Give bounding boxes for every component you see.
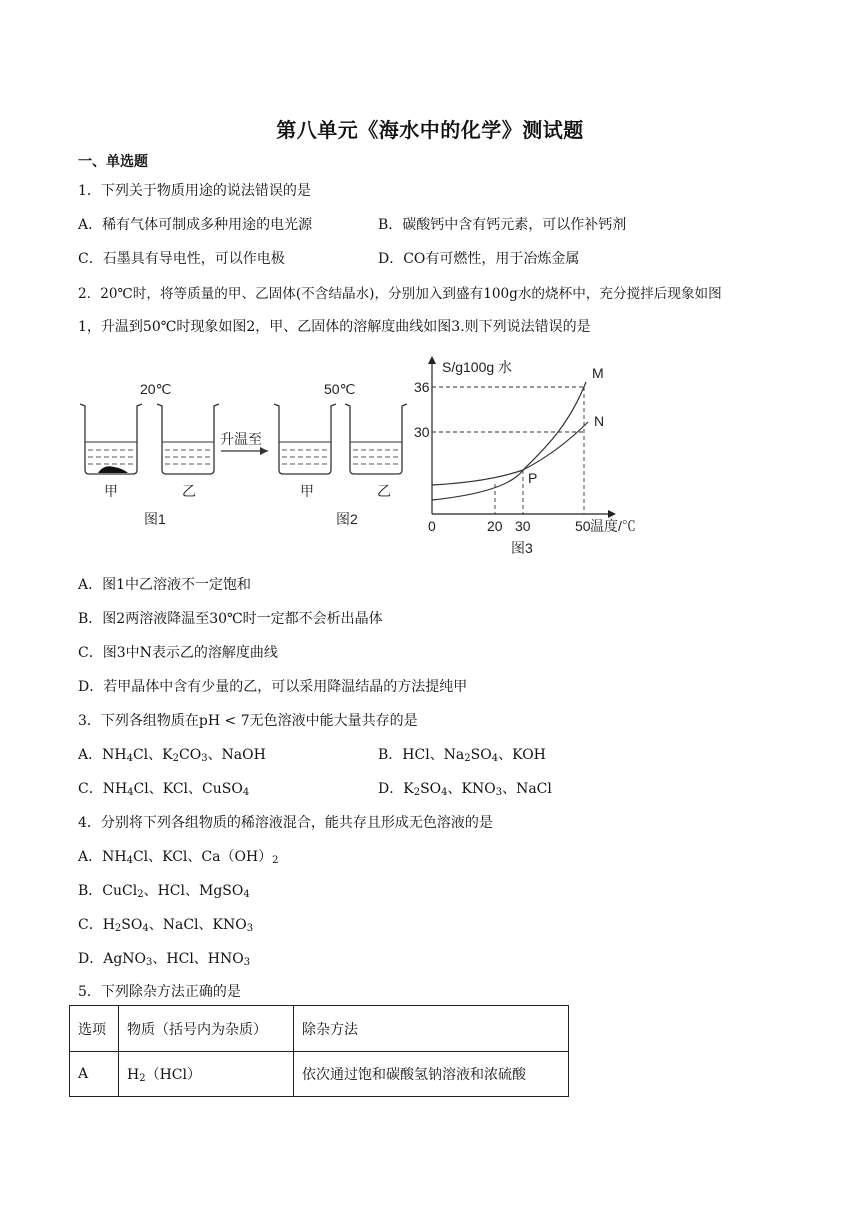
fig3-caption: 图3 — [511, 540, 533, 556]
q2-option-a: A．图1中乙溶液不一定饱和 — [78, 577, 252, 593]
label-yi-1: 乙 — [182, 483, 196, 499]
q2-option-c: C．图3中N表示乙的溶解度曲线 — [78, 645, 278, 661]
q2-stem-line1: 2．20℃时，将等质量的甲、乙固体(不含结晶水)，分别加入到盛有100g水的烧杯中，充分搅拌后现象如图 — [78, 286, 722, 302]
q3-option-a: A．$NH_4Cl$、$K_2CO_3$、NaOH — [78, 747, 266, 764]
q1-option-a: A．稀有气体可制成多种用途的电光源 — [78, 217, 313, 233]
label-jia-2: 甲 — [300, 483, 314, 499]
q2-option-b: B．图2两溶液降温至30℃时一定都不会析出晶体 — [78, 611, 383, 627]
page-title: 第八单元《海水中的化学》测试题 — [276, 118, 584, 142]
ytick-30: 30 — [414, 424, 430, 440]
xtick-0: 0 — [428, 518, 436, 534]
curve-n — [432, 422, 588, 485]
ytick-36: 36 — [414, 379, 430, 395]
xtick-20: 20 — [487, 518, 503, 534]
xtick-50: 50 — [575, 518, 591, 534]
q3-option-d: D．$K_2SO_4$、$KNO_3$、NaCl — [378, 781, 552, 798]
q4-option-c: C．$H_2SO_4$、NaCl、$KNO_3$ — [78, 917, 254, 934]
q4-stem: 4．分别将下列各组物质的稀溶液混合，能共存且形成无色溶液的是 — [78, 815, 493, 831]
temp-label-20: 20℃ — [140, 381, 172, 397]
q5-stem: 5．下列除杂方法正确的是 — [78, 984, 241, 1000]
undissolved-solid — [98, 466, 128, 473]
beaker-jia-fig2 — [274, 404, 336, 474]
q5-table — [69, 1005, 569, 1097]
q1-option-d: D．CO有可燃性，用于冶炼金属 — [378, 251, 580, 267]
table-cell-option: A — [70, 1052, 119, 1097]
beaker-yi-fig1 — [157, 404, 219, 474]
arrow-label: 升温至 — [220, 431, 262, 447]
xaxis-label: 温度/℃ — [590, 518, 636, 534]
section-heading: 一、单选题 — [78, 154, 148, 170]
table-header-row — [70, 1006, 569, 1052]
yaxis-label: S/g100g 水 — [442, 359, 513, 375]
curve-m-label: M — [592, 365, 604, 381]
q1-option-c: C．石墨具有导电性，可以作电极 — [78, 251, 285, 267]
q1-option-b: B．碳酸钙中含有钙元素，可以作补钙剂 — [378, 217, 627, 233]
beaker-yi-fig2 — [345, 404, 407, 474]
solubility-figure — [70, 352, 670, 562]
table-cell-method: 依次通过饱和碳酸氢钠溶液和浓硫酸 — [294, 1052, 569, 1097]
q3-option-c: C．$NH_4Cl$、KCl、CuSO$_4$ — [78, 781, 250, 798]
label-yi-2: 乙 — [377, 483, 391, 499]
q3-option-b: B．HCl、$Na_2SO_4$、KOH — [378, 747, 546, 764]
curve-n-label: N — [594, 413, 605, 429]
curve-m — [432, 382, 586, 500]
beaker-jia-fig1 — [80, 404, 142, 474]
point-p-label: P — [528, 470, 538, 486]
q4-option-d: D．AgNO$_3$、HCl、$HNO_3$ — [78, 951, 251, 968]
fig2-caption: 图2 — [336, 511, 358, 527]
label-jia-1: 甲 — [104, 483, 118, 499]
table-header-substance: 物质（括号内为杂质） — [119, 1006, 294, 1052]
solubility-graph — [414, 356, 636, 556]
table-header-option: 选项 — [70, 1006, 119, 1052]
fig1-caption: 图1 — [144, 511, 166, 527]
q3-stem: 3．下列各组物质在pH < 7无色溶液中能大量共存的是 — [78, 713, 418, 729]
q1-stem: 1．下列关于物质用途的说法错误的是 — [78, 183, 311, 199]
q4-option-a: A．$NH_4Cl$、KCl、$Ca(OH)_2$ — [78, 849, 279, 866]
q2-stem-line2: 1，升温到50℃时现象如图2，甲、乙固体的溶解度曲线如图3.则下列说法错误的是 — [78, 319, 591, 335]
table-cell-substance: $H_2(HCl)$ — [119, 1052, 294, 1097]
q2-option-d: D．若甲晶体中含有少量的乙，可以采用降温结晶的方法提纯甲 — [78, 679, 468, 695]
table-header-method: 除杂方法 — [294, 1006, 569, 1052]
table-row — [70, 1052, 569, 1097]
q4-option-b: B．CuCl$_2$、HCl、MgSO$_4$ — [78, 883, 250, 900]
temp-label-50: 50℃ — [324, 381, 356, 397]
xtick-30: 30 — [515, 518, 531, 534]
